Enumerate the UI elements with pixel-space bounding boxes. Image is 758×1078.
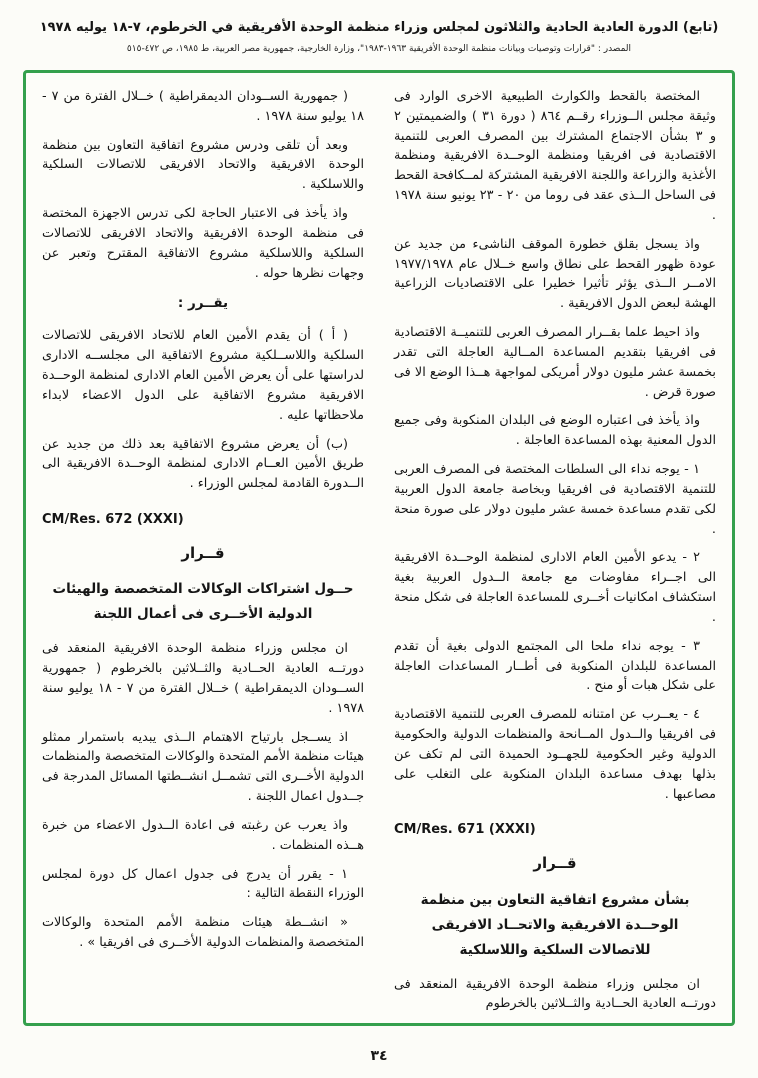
content-frame [23, 70, 735, 1026]
clause-a: ( أ ) أن يقدم الأمين العام للاتحاد الافريقى للاتصالات السلكية واللاســلكية مشروع الاتفاقية الى مجلســه الادارى لدراستها على أن يعرض الأمين العام الادارى لمنظمة الوحــدة الافريقية مشروع الاتفاقية على الدول الاعضاء لابداء ملاحظاتها عليه . [42, 328, 364, 423]
column-right [394, 87, 716, 1015]
session-title: (تابع) الدورة العادية الحادية والثلاثون لمجلس وزراء منظمة الوحدة الأفريقية في الخرطوم، ٧-١٨ يوليه ١٩٧٨ [39, 20, 719, 35]
paragraph: ( جمهورية الســودان الديمقراطية ) خــلال الفترة من ٧ - ١٨ يوليو سنة ١٩٧٨ . [42, 89, 364, 124]
paragraph: واذ يسجل بقلق خطورة الموقف الناشىء من جديد عن عودة ظهور القحط على نطاق واسع خــلال عام ١٩٧٧/١٩٧٨ الامــر الــذى يؤثر تأثيرا خطيرا على الاقتصاديات الزراعية الهشة لبعض الدول الافريقية . [394, 236, 716, 312]
numbered-clause-1: ١ - يوجه نداء الى السلطات المختصة فى المصرف العربى للتنمية الاقتصادية فى افريقيا وبخاصة جامعة الدول العربية لكى تقدم مساعدة خمسة عشر مليون دولار على صورة منحة . [394, 462, 716, 537]
paragraph: واذ يأخذ فى الاعتبار الحاجة لكى تدرس الاجهزة المختصة فى منظمة الوحدة الافريقية والاتحاد الافريقى للاتصالات السلكية واللاسلكية مشروع الاتفاقية المقترح وتعبر عن وجهات نظرها حوله . [42, 206, 364, 281]
numbered-clause-1: ١ - يقرر أن يدرج فى جدول اعمال كل دورة لمجلس الوزراء النقطة التالية : [42, 866, 364, 902]
quoted-agenda-item: « انشــطة هيئات منظمة الأمم المتحدة والوكالات المتخصصة والمنظمات الدولية الأخــرى فى افريقيا » . [42, 915, 364, 951]
resolution-subtitle: بشأن مشروع اتفاقية التعاون بين منظمة الوحــدة الافريقية والاتحــاد الافريقى للاتصالات السلكية واللاسلكية [420, 891, 690, 958]
page-number: ٣٤ [370, 1048, 388, 1064]
numbered-clause-2: ٢ - يدعو الأمين العام الادارى لمنظمة الوحــدة الافريقية الى اجــراء مفاوضات مع جامعة الــدول العربية بغية استكشاف امكانيات أخــرى للمساعدة العاجلة فى شكل منحة . [394, 550, 716, 625]
resolution-title: قــرار [181, 544, 225, 563]
paragraph: ان مجلس وزراء منظمة الوحدة الافريقية المنعقد فى دورتــه العادية الحــادية والثــلاثين بالخرطوم ( جمهورية الســودان الديمقراطية ) خــلال الفترة من ٧ - ١٨ يوليو سنة ١٩٧٨ . [42, 641, 365, 716]
paragraph: ان مجلس وزراء منظمة الوحدة الافريقية المنعقد فى دورتــه العادية الحــادية والثــلاثين بالخرطوم [394, 976, 716, 1012]
resolution-ref-672: CM/Res. 672 (XXXI) [42, 512, 184, 527]
decides-heading: يقــرر : [177, 295, 229, 312]
paragraph: اذ يســجل بارتياح الاهتمام الــذى يبديه باستمرار ممثلو هيئات منظمة الأمم المتحدة والوكالات المتخصصة والمنظمات الدولية الأخــرى التى تشمــل انشــطتها المسائل المدرجة فى جــدول اعمال اللجنة . [42, 729, 364, 805]
page-header [16, 10, 742, 56]
numbered-clause-3: ٣ - يوجه نداء ملحا الى المجتمع الدولى بغية أن تقدم المساعدة للبلدان المنكوبة فى أطــار المساعدات العاجلة على شكل هبات أو منح . [394, 638, 716, 694]
numbered-clause-4: ٤ - يعــرب عن امتنانه للمصرف العربى للتنمية الاقتصادية فى افريقيا والــدول المــانحة والمنظمات الدولية والحكومية الدولية وغير الحكومية للجهــود الحميدة التى لم تكف عن بذلها بهدف مساعدة البلدان المنكوبة على التغلب على مصاعبها . [394, 707, 716, 802]
resolution-subtitle: حــول اشتراكات الوكالات المتخصصة والهيئات الدولية الأخــرى فى أعمال اللجنة [52, 581, 354, 623]
resolution-title: قــرار [533, 854, 577, 873]
paragraph: واذ يأخذ فى اعتباره الوضع فى البلدان المنكوبة وفى جميع الدول المعنية بهذه المساعدة العاجلة . [394, 413, 716, 449]
resolution-ref-671: CM/Res. 671 (XXXI) [394, 822, 536, 838]
paragraph: واذ احيط علما بقــرار المصرف العربى للتنميــة الاقتصادية فى افريقيا بتقديم المساعدة المــالية العاجلة التى تقدر بخمسة عشر مليون دولار أمريكى لمواجهة هــذا الوضع الا فى صورة قرض . [394, 325, 716, 400]
clause-b: (ب) أن يعرض مشروع الاتفاقية بعد ذلك من جديد عن طريق الأمين العــام الادارى لمنظمة الوحــدة الافريقية الى الــدورة القادمة لمجلس الوزراء . [42, 436, 364, 492]
paragraph: واذ يعرب عن رغبته فى اعادة الــدول الاعضاء من خبرة هــذه المنظمات . [42, 817, 364, 853]
source-note: المصدر : "قرارات وتوصيات وبيانات منظمة الوحدة الأفريقية ١٩٦٣-١٩٨٣"، وزارة الخارجية، جمهورية مصر العربية، ط ١٩٨٥، ص ٤٧٢-٥١٥ [126, 43, 632, 54]
paragraph: المختصة بالقحط والكوارث الطبيعية الاخرى الوارد فى وثيقة مجلس الــوزراء رقــم ٨٦٤ ( دورة ٣١ ) والضميمتين ٢ و ٣ بشأن الاجتماع المشترك بين المصرف العربى للتنمية الاقتصادية فى افريقيا ومنظمة الوحــدة الافريقية ومنظمة الأغذية والزراعة واللجنة الافريقية المشتركة لمــكافحة القحط فى الساحل الــذى عقد فى روما من ٢٠ - ٢٣ يونيو سنة ١٩٧٨ . [394, 89, 716, 223]
column-left [42, 87, 364, 1015]
paragraph: وبعد أن تلقى ودرس مشروع اتفاقية التعاون بين منظمة الوحدة الافريقية والاتحاد الافريقى للاتصالات السلكية واللاسلكية . [42, 137, 364, 193]
